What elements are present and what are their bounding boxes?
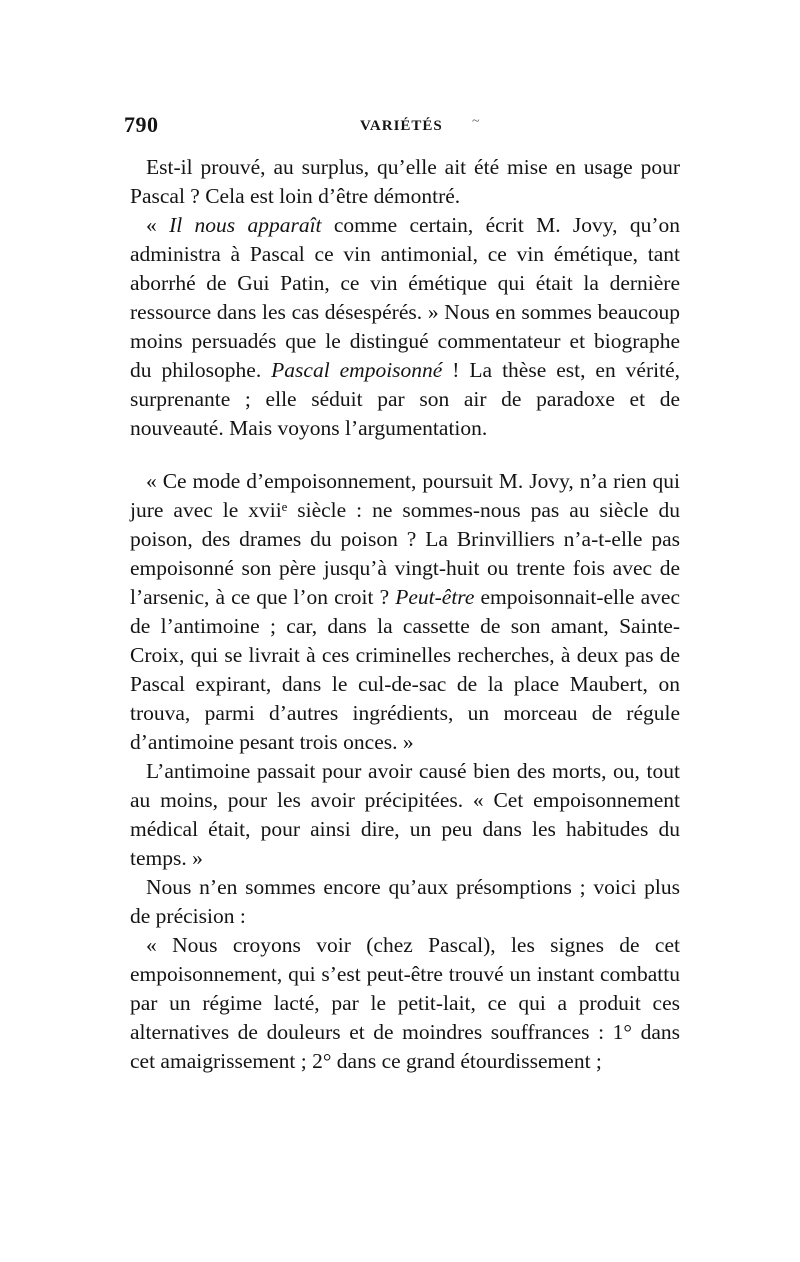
page-header [124, 112, 680, 142]
text-segment: « Nous croyons voir (chez Pascal), les signes de cet empoisonnement, qui s’est peut-être trouvé un instant combattu par un régime lacté, par le petit-lait, ce qui a produit ces alternatives de douleurs et de moindres souffrances : 1° dans cet amaigrissement ; 2° dans ce grand étourdissement ; [130, 933, 680, 1073]
text-segment: empoisonnait-elle avec de l’antimoine ; car, dans la cassette de son amant, Sainte-Croix, qui se livrait à ces criminelles recherches, à deux pas de Pascal expirant, dans le cul-de-sac de la place Maubert, on trouva, parmi d’autres ingrédients, un morceau de régule d’antimoine pesant trois onces. » [130, 585, 680, 754]
paragraph [130, 757, 680, 873]
paragraph [130, 153, 680, 211]
text-segment: ! La thèse est, en vérité, surprenante ; elle séduit par son air de paradoxe et de nouveauté. Mais voyons l’argumentation. [130, 358, 680, 440]
text-segment: Est-il prouvé, au surplus, qu’elle ait été mise en usage pour Pascal ? Cela est loin d’être démontré. [130, 155, 680, 208]
paragraph [130, 873, 680, 931]
paragraph [130, 931, 680, 1076]
italic-text: Il nous apparaît [169, 213, 322, 237]
text-segment: « [146, 213, 170, 237]
italic-text: Pascal empoisonné [271, 358, 443, 382]
text-segment: comme certain, écrit M. Jovy, qu’on administra à Pascal ce vin antimonial, ce vin émétique, tant aborrhé de Gui Patin, ce vin émétique qui était la dernière ressource dans les cas désespérés. » Nous en sommes beaucoup moins persuadés que le distingué commentateur et biographe du philosophe. [130, 213, 680, 382]
paragraph [130, 211, 680, 443]
body-text [130, 153, 680, 1076]
italic-text: Peut-être [395, 585, 475, 609]
stray-mark: ~ [472, 114, 480, 129]
text-segment: « Ce mode d’empoisonnement, poursuit M. Jovy, n’a rien qui jure avec le xviiᵉ siècle : ne sommes-nous pas au siècle du poison, des drames du poison ? La Brinvilliers n’a-t-elle pas empoisonné son père jusqu’à vingt-huit ou trente fois avec de l’arsenic, à ce que l’on croit ? [130, 469, 680, 609]
text-segment: L’antimoine passait pour avoir causé bien des morts, ou, tout au moins, pour les avoir précipitées. « Cet empoisonnement médical était, pour ainsi dire, un peu dans les habitudes du temps. » [130, 759, 680, 870]
page-number: 790 [124, 112, 159, 137]
running-title: VARIÉTÉS [360, 118, 443, 134]
text-segment: Nous n’en sommes encore qu’aux présomptions ; voici plus de précision : [130, 875, 680, 928]
paragraph [130, 467, 680, 757]
